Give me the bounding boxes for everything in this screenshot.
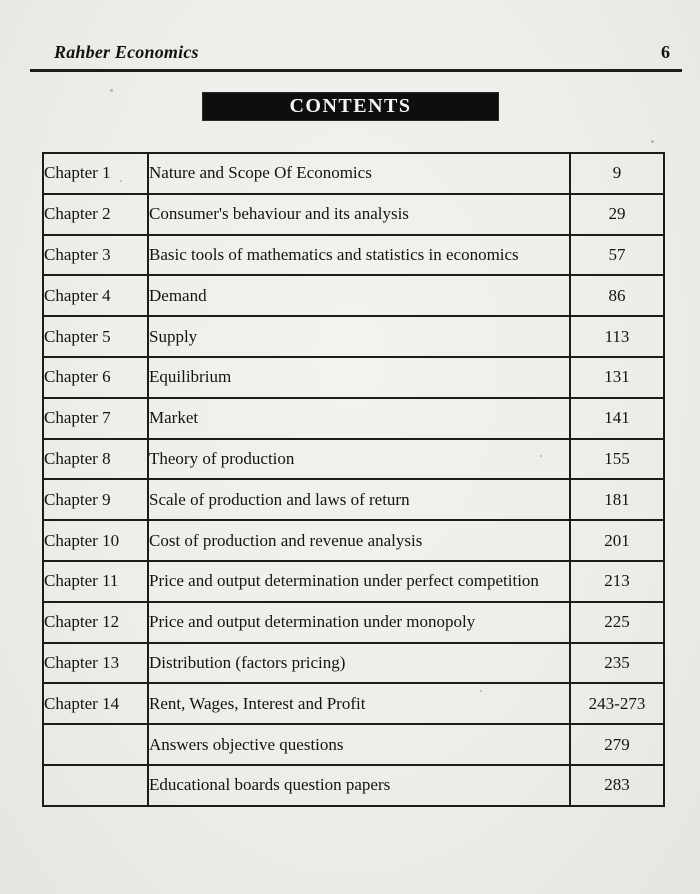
scan-speck — [480, 690, 482, 692]
title-cell: Nature and Scope Of Economics — [148, 153, 570, 194]
title-cell: Price and output determination under perfect competition — [148, 561, 570, 602]
chapter-cell: Chapter 8 — [43, 439, 148, 480]
page-cell: 181 — [570, 479, 664, 520]
title-cell: Rent, Wages, Interest and Profit — [148, 683, 570, 724]
page-cell: 113 — [570, 316, 664, 357]
chapter-cell: Chapter 5 — [43, 316, 148, 357]
page-cell: 57 — [570, 235, 664, 276]
page-cell: 29 — [570, 194, 664, 235]
chapter-cell: Chapter 12 — [43, 602, 148, 643]
scan-speck — [651, 140, 654, 143]
page-header — [30, 42, 682, 72]
contents-banner: CONTENTS — [203, 93, 498, 120]
page-cell: 201 — [570, 520, 664, 561]
table-row — [43, 479, 664, 520]
title-cell: Basic tools of mathematics and statistics in economics — [148, 235, 570, 276]
chapter-cell: Chapter 9 — [43, 479, 148, 520]
table-row — [43, 316, 664, 357]
table-row — [43, 520, 664, 561]
table-row — [43, 194, 664, 235]
page-cell: 213 — [570, 561, 664, 602]
table-row — [43, 643, 664, 684]
page-cell: 225 — [570, 602, 664, 643]
page-cell: 141 — [570, 398, 664, 439]
title-cell: Price and output determination under monopoly — [148, 602, 570, 643]
chapter-cell: Chapter 6 — [43, 357, 148, 398]
chapter-cell: Chapter 10 — [43, 520, 148, 561]
title-cell: Educational boards question papers — [148, 765, 570, 806]
chapter-cell — [43, 724, 148, 765]
page-cell: 279 — [570, 724, 664, 765]
title-cell: Equilibrium — [148, 357, 570, 398]
contents-table-body — [43, 153, 664, 806]
page-cell: 131 — [570, 357, 664, 398]
chapter-cell: Chapter 7 — [43, 398, 148, 439]
page-number: 6 — [661, 42, 670, 62]
table-row — [43, 398, 664, 439]
table-row — [43, 765, 664, 806]
chapter-cell: Chapter 1 — [43, 153, 148, 194]
page-cell: 283 — [570, 765, 664, 806]
chapter-cell: Chapter 11 — [43, 561, 148, 602]
title-cell: Demand — [148, 275, 570, 316]
title-cell: Answers objective questions — [148, 724, 570, 765]
title-cell: Cost of production and revenue analysis — [148, 520, 570, 561]
book-title: Rahber Economics — [54, 42, 199, 62]
table-row — [43, 275, 664, 316]
scan-speck — [110, 89, 113, 92]
title-cell: Distribution (factors pricing) — [148, 643, 570, 684]
table-row — [43, 561, 664, 602]
title-cell: Theory of production — [148, 439, 570, 480]
chapter-cell: Chapter 3 — [43, 235, 148, 276]
contents-table — [42, 152, 665, 807]
page-cell: 155 — [570, 439, 664, 480]
chapter-cell: Chapter 2 — [43, 194, 148, 235]
page-cell: 235 — [570, 643, 664, 684]
table-row — [43, 439, 664, 480]
table-row — [43, 357, 664, 398]
title-cell: Consumer's behaviour and its analysis — [148, 194, 570, 235]
title-cell: Supply — [148, 316, 570, 357]
title-cell: Scale of production and laws of return — [148, 479, 570, 520]
page-cell: 9 — [570, 153, 664, 194]
table-row — [43, 235, 664, 276]
chapter-cell: Chapter 4 — [43, 275, 148, 316]
page-cell: 243-273 — [570, 683, 664, 724]
chapter-cell — [43, 765, 148, 806]
chapter-cell: Chapter 13 — [43, 643, 148, 684]
page-cell: 86 — [570, 275, 664, 316]
chapter-cell: Chapter 14 — [43, 683, 148, 724]
title-cell: Market — [148, 398, 570, 439]
table-row — [43, 724, 664, 765]
table-row — [43, 683, 664, 724]
scan-speck — [120, 180, 122, 182]
scan-speck — [540, 455, 542, 457]
table-row — [43, 602, 664, 643]
table-row — [43, 153, 664, 194]
